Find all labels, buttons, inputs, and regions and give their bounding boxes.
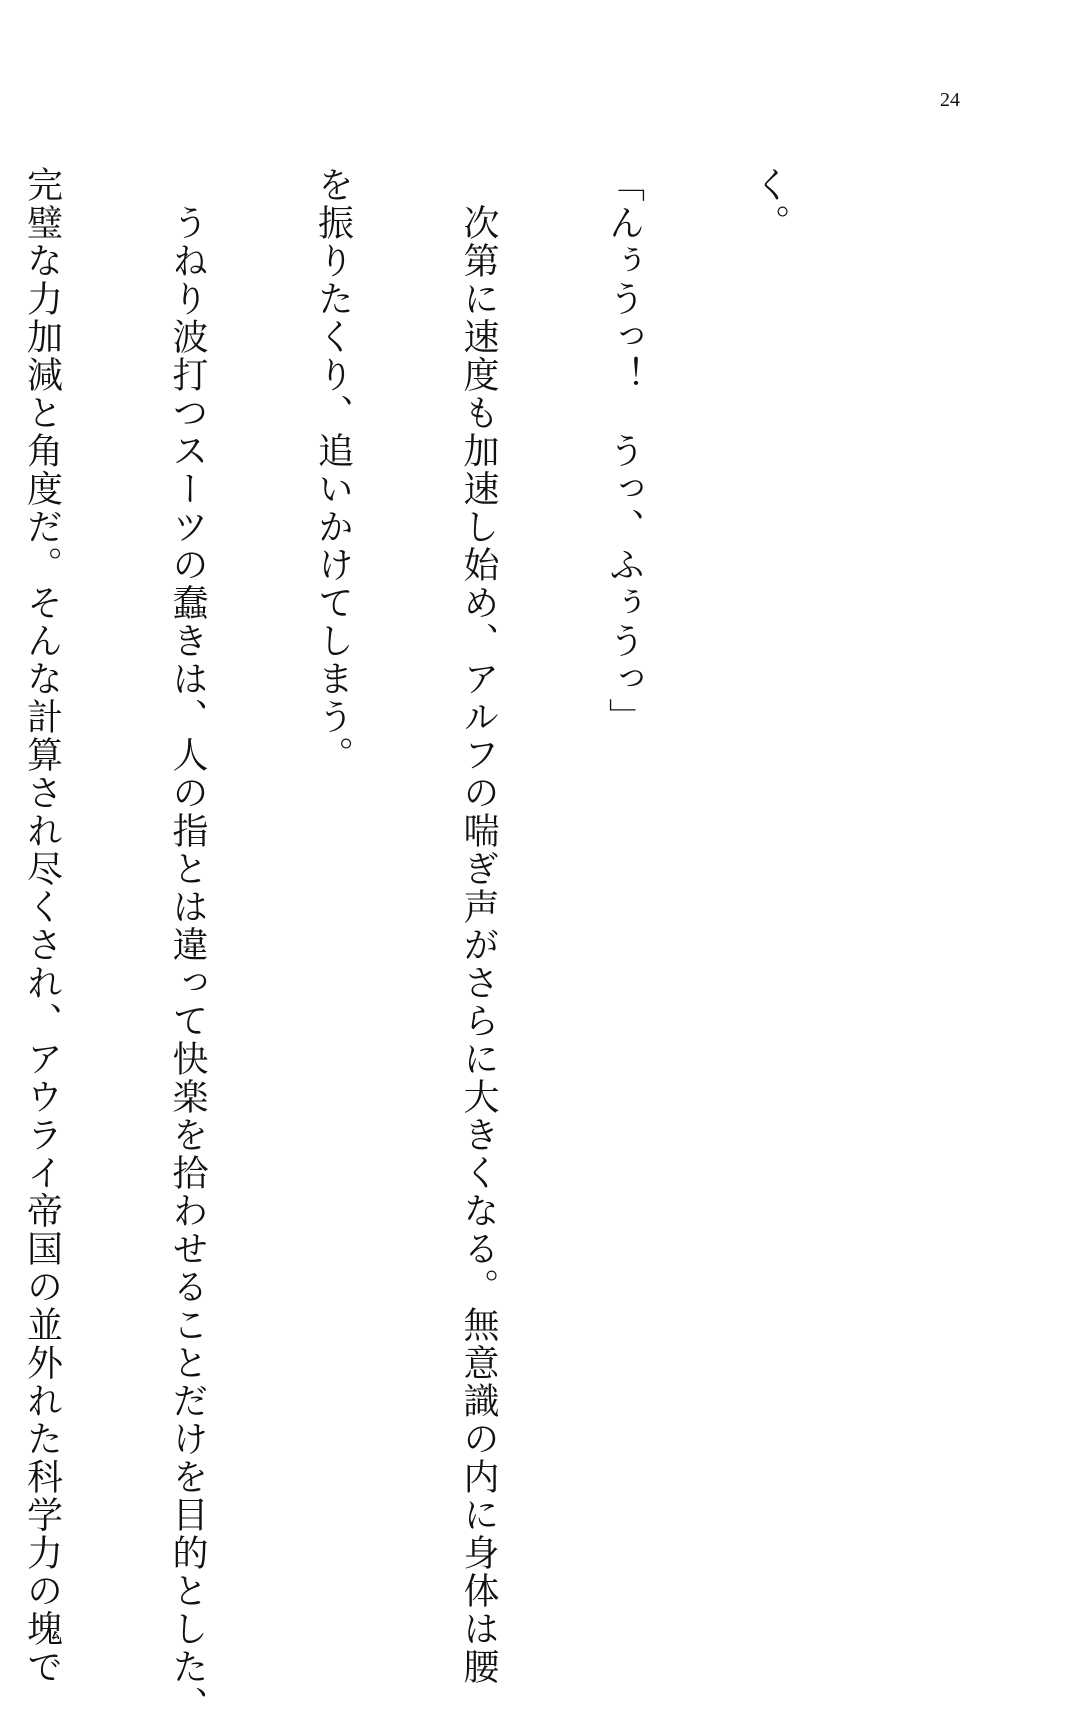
text-line: うねり波打つスーツの蠢きは、人の指とは違って快楽を拾わせることだけを目的とした、 (167, 166, 208, 1724)
text-line: 次第に速度も加速し始め、アルフの喘ぎ声がさらに大きくなる。無意識の内に身体は腰 (458, 166, 499, 1686)
text-line: 完璧な力加減と角度だ。そんな計算され尽くされ、アウライ帝国の並外れた科学力の塊で (21, 166, 63, 1686)
page-number: 24 (940, 89, 960, 111)
body-text (21, 166, 890, 1724)
text-line: く。 (749, 166, 790, 242)
text-line: を振りたくり、追いかけてしまう。 (312, 166, 354, 774)
text-line: 「んぅうっ！ うっ、ふぅうっ」 (603, 166, 645, 736)
